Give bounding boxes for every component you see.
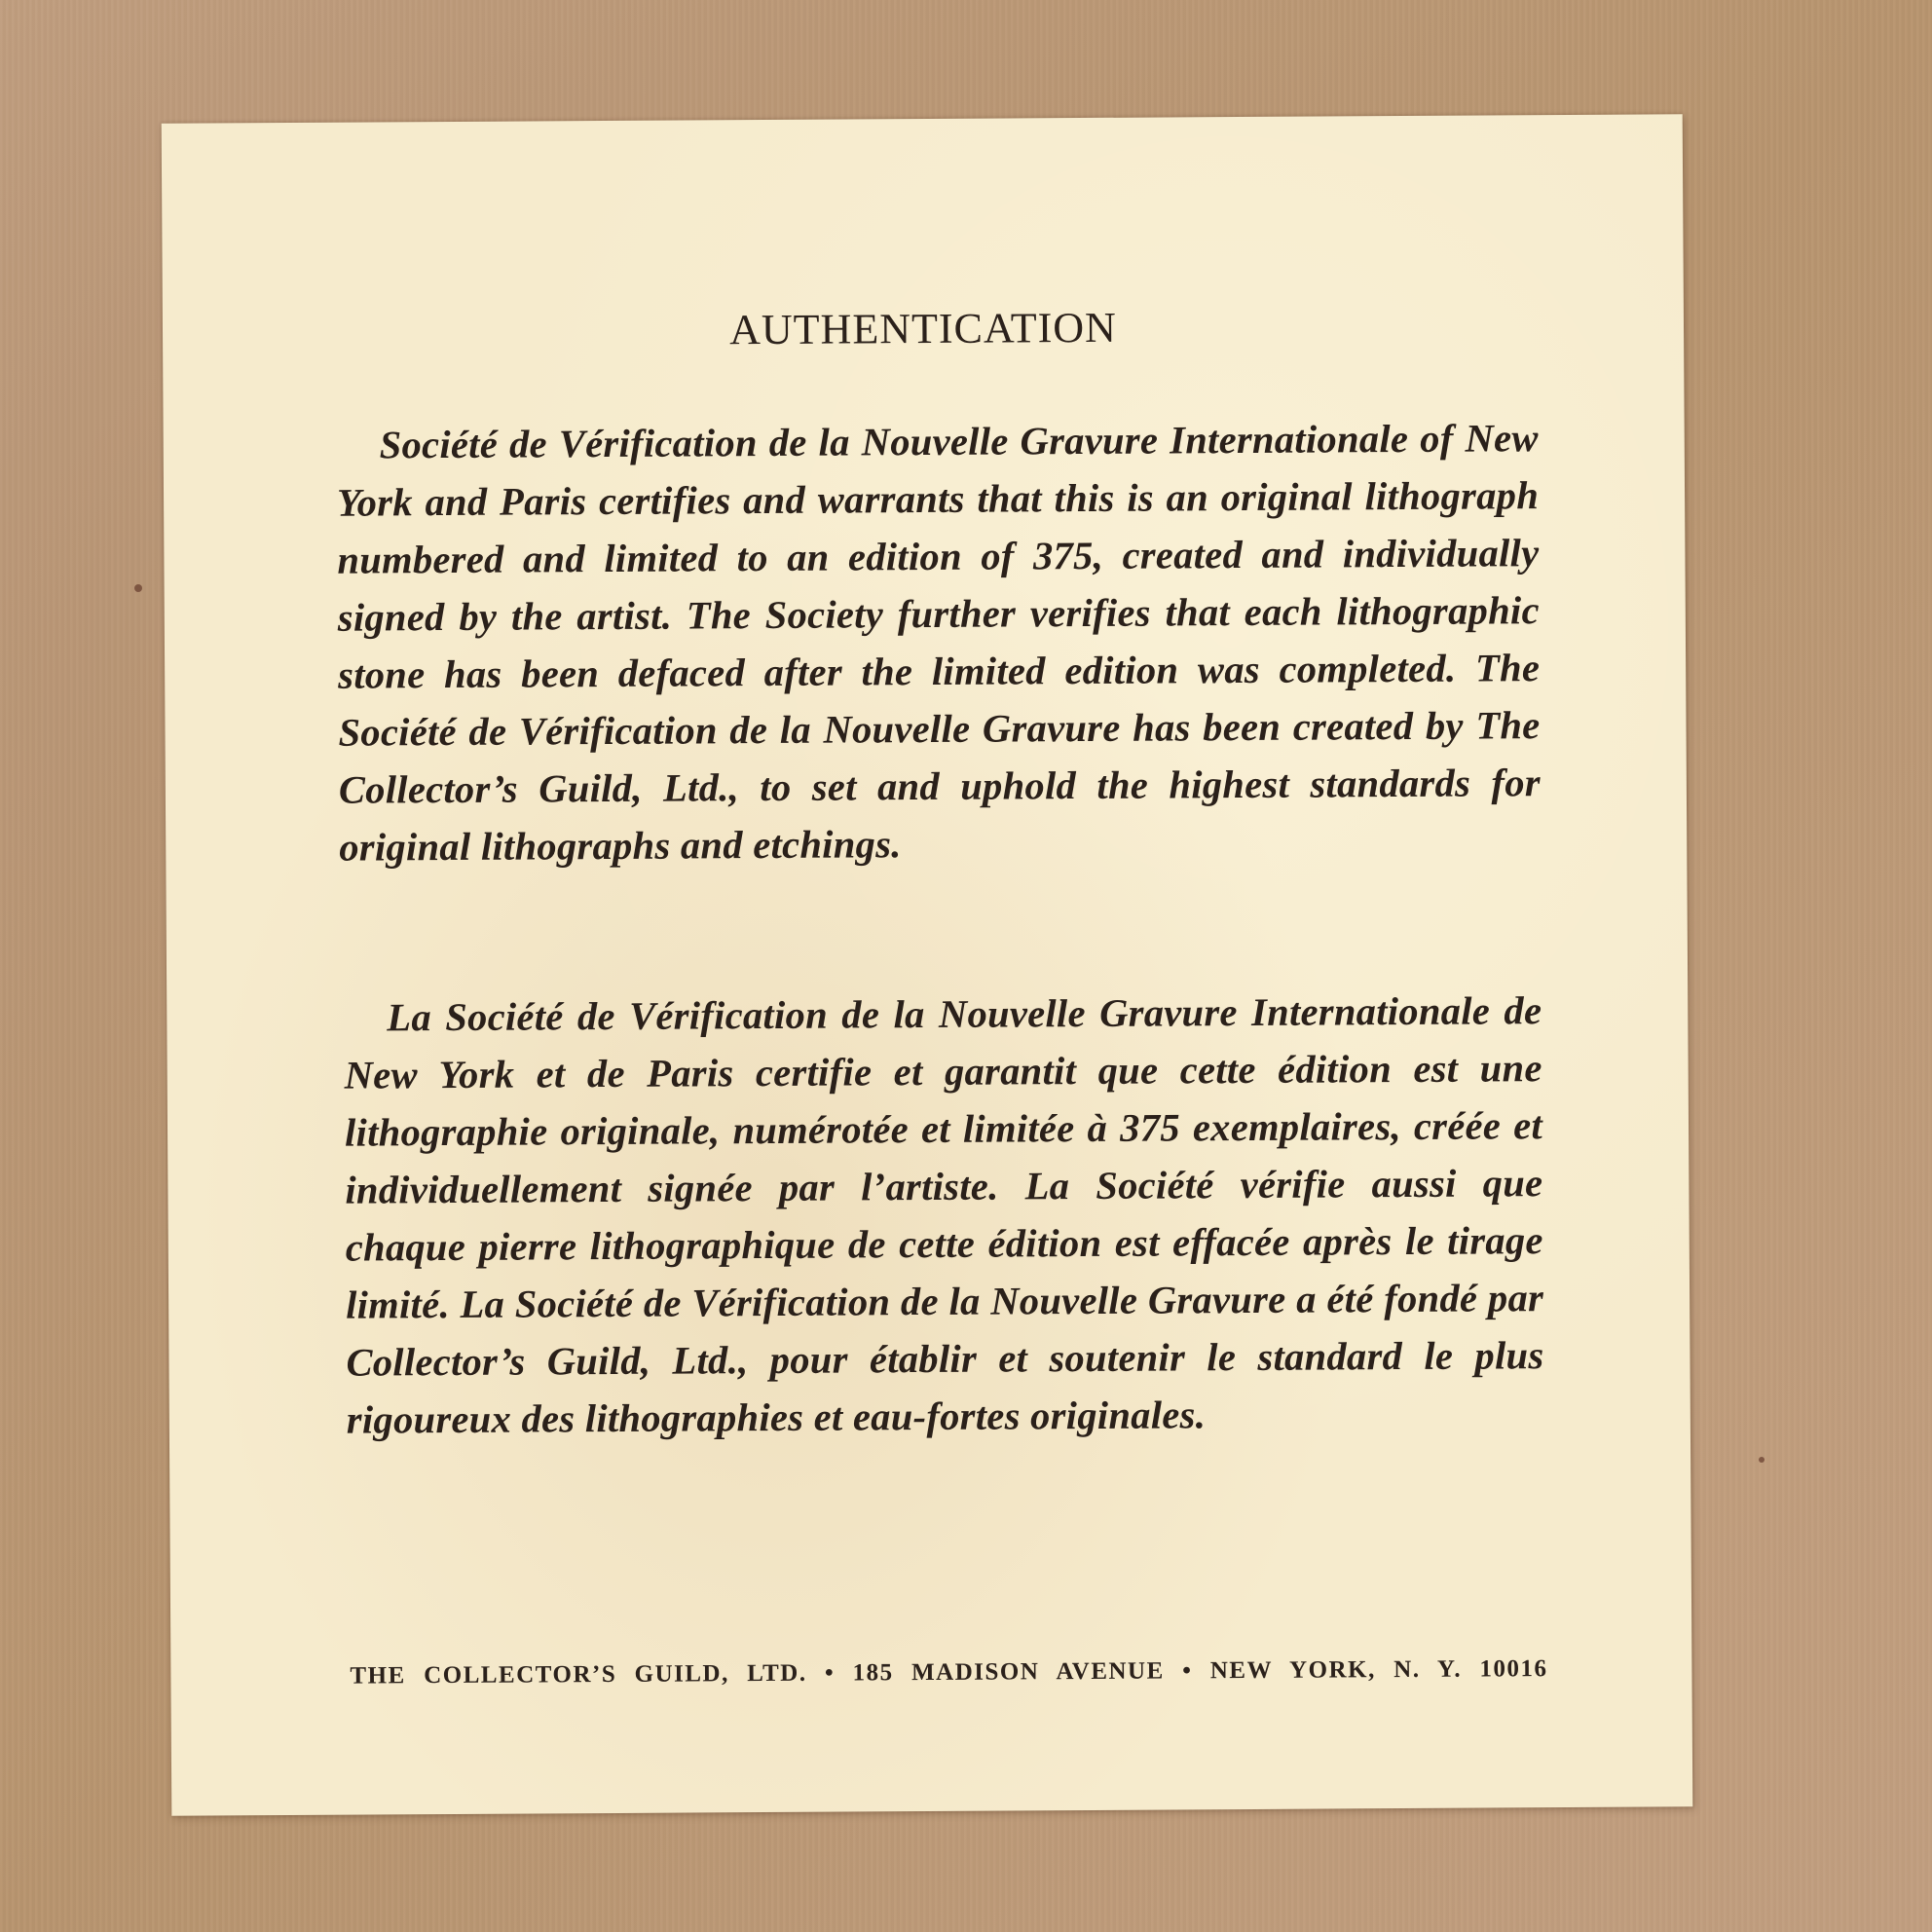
- backing-speck: [1759, 1457, 1765, 1463]
- paragraph-french: La Société de Vérification de la Nouvelle Gravure Internationale de New York et de Paris certifie et garantit que cette édition est une lithographie originale, numérotée et limitée à 375 exemplaires, créée et individuellement signée par l’artiste. La Société vérifie aussi que chaque pierre lithographique de cette édition est effacée après le tirage limité. La Société de Vérification de la Nouvelle Gravure a été fondé par Collector’s Guild, Ltd., pour établir et soutenir le standard le plus rigoureux des lithographies et eau-fortes originales.: [344, 988, 1544, 1442]
- paragraph-english: Société de Vérification de la Nouvelle Gravure Internationale of New York and Paris certifies and warrants that this is an original lithograph numbered and limited to an edition of 375, created and individually signed by the artist. The Society further verifies that each lithographic stone has been defaced after the limited edition was completed. The Société de Vérification de la Nouvelle Gravure has been created by The Collector’s Guild, Ltd., to set and uphold the highest standards for original lithographs and etchings.: [336, 416, 1542, 870]
- authentication-certificate: [162, 114, 1693, 1816]
- backing-speck: [134, 584, 142, 592]
- document-title: AUTHENTICATION: [729, 303, 1118, 354]
- footer-address: THE COLLECTOR’S GUILD, LTD. • 185 MADISON AVENUE • NEW YORK, N. Y. 10016: [350, 1655, 1548, 1690]
